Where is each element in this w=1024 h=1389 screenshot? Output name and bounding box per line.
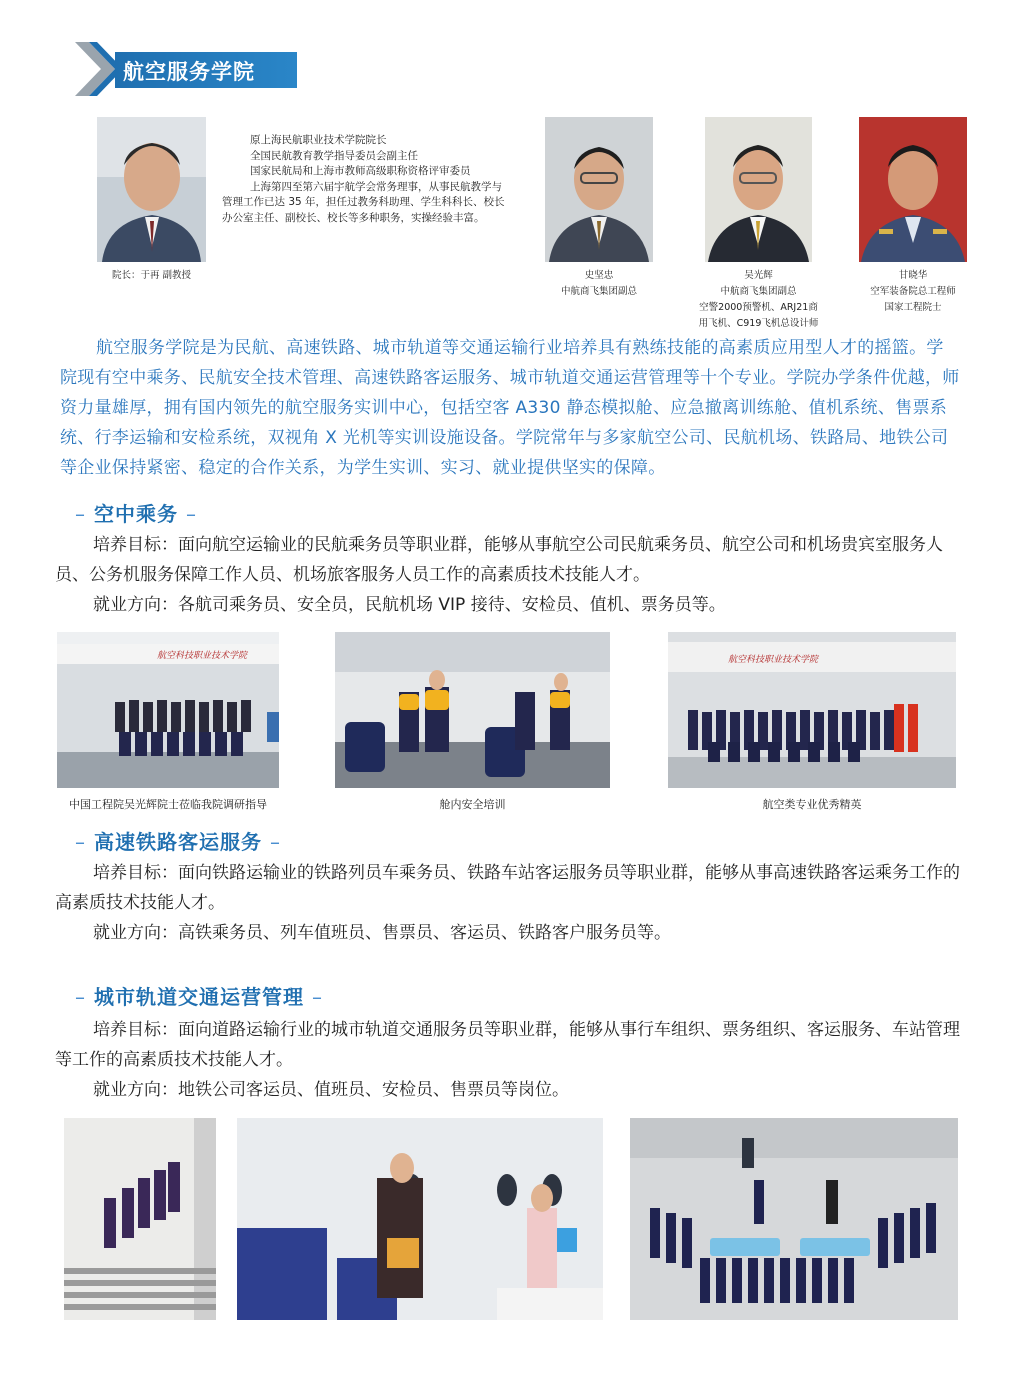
career-direction: 就业方向：地铁公司客运员、值班员、安检员、售票员等岗位。: [93, 1080, 569, 1100]
expert-portrait-shi: [545, 117, 653, 262]
training-goal: 培养目标：面向道路运输行业的城市轨道交通服务员等职业群，能够从事行车组织、票务组织、客运服务、车站管理等工作的高素质技术技能人才。: [55, 1020, 960, 1070]
building-sign: 航空科技职业技术学院: [728, 655, 819, 665]
photo-academician-visit: [57, 632, 279, 788]
page-title: 航空服务学院: [123, 60, 255, 84]
section-body-metro: [55, 1015, 965, 1105]
dean-bio: [222, 133, 512, 226]
section-banner: [75, 42, 300, 96]
photo-stair-etiquette: [64, 1118, 216, 1320]
intro-paragraph: 航空服务学院是为民航、高速铁路、城市轨道等交通运输行业培养具有熟练技能的高素质应用型人才的摇篮。学院现有空中乘务、民航安全技术管理、高速铁路客运服务、城市轨道交通运营管理等十个专业。学院办学条件优越，师资力量雄厚，拥有国内领先的航空服务实训中心，包括空客 A330 静态模拟舱、应急撤离训练舱、值机系统、售票系统、行李运输和安检系统，双视角 X 光机等实训设施设备。学院常年与多家航空公司、民航机场、铁路局、地铁公司等企业保持紧密、稳定的合作关系，为学生实训、实习、就业提供坚实的保障。: [60, 338, 960, 478]
bio-line: 原上海民航职业技术学院院长: [250, 134, 387, 146]
expert-title: 中航商飞集团副总: [720, 286, 797, 297]
photo-cabin-safety: [335, 632, 610, 788]
training-goal: 培养目标：面向铁路运输业的铁路列员车乘务员、铁路车站客运服务员等职业群，能够从事高速铁路客运乘务工作的高素质技术技能人才。: [55, 863, 960, 913]
career-direction: 就业方向：各航司乘务员、安全员，民航机场 VIP 接待、安检员、值机、票务员等。: [93, 595, 726, 615]
career-direction: 就业方向：高铁乘务员、列车值班员、售票员、客运员、铁路客户服务员等。: [93, 923, 671, 943]
bio-line: 国家民航局和上海市教师高级职称资格评审委员: [250, 165, 471, 177]
bio-line: 全国民航教育教学指导委员会副主任: [250, 149, 418, 162]
expert-name: 史坚忠: [584, 270, 614, 281]
dean-portrait: [97, 117, 206, 262]
section-heading-text: 城市轨道交通运营管理: [93, 985, 304, 1009]
section-heading-metro: – 城市轨道交通运营管理 –: [75, 985, 323, 1009]
expert-title: 国家工程院士: [884, 302, 942, 313]
section-heading-text: 高速铁路客运服务: [93, 830, 262, 854]
section-heading-text: 空中乘务: [93, 502, 178, 526]
expert-portrait-gan: [859, 117, 967, 262]
photo-aviation-elite: [668, 632, 956, 788]
photo-metro-training: [630, 1118, 958, 1320]
section-heading-railway: – 高速铁路客运服务 –: [75, 830, 281, 854]
photo-caption: 航空类专业优秀精英: [762, 798, 862, 811]
expert-title: 空军装备院总工程师: [870, 286, 956, 297]
expert-name: 吴光辉: [744, 270, 773, 281]
section-body-railway: [55, 858, 965, 948]
photo-caption: 中国工程院吴光辉院士莅临我院调研指导: [69, 798, 267, 811]
bio-line: 上海第四至第六届宇航学会常务理事，从事民航教学与管理工作已达 35 年，担任过教务科助理、学生科科长、校长办公室主任、副校长、校长等多种职务，实操经验丰富。: [222, 180, 505, 224]
training-goal: 培养目标：面向航空运输业的民航乘务员等职业群，能够从事航空公司民航乘务员、航空公司和机场贵宾室服务人员、公务机服务保障工作人员、机场旅客服务人员工作的高素质技术技能人才。: [55, 535, 943, 585]
building-sign: 航空科技职业技术学院: [157, 651, 248, 661]
photo-caption: 舱内安全培训: [439, 798, 506, 811]
expert-title: 用飞机、C919飞机总设计师: [698, 318, 819, 329]
photo-cabin-service: [237, 1118, 603, 1320]
section-heading-cabin: – 空中乘务 –: [75, 502, 197, 526]
expert-title: 中航商飞集团副总: [560, 286, 637, 297]
expert-portrait-wu: [705, 117, 812, 262]
dean-caption: 院长：于再 副教授: [111, 270, 192, 281]
section-body-cabin: [55, 530, 965, 620]
expert-name: 甘晓华: [898, 270, 928, 281]
expert-title: 空警2000预警机、ARJ21商: [699, 302, 818, 313]
